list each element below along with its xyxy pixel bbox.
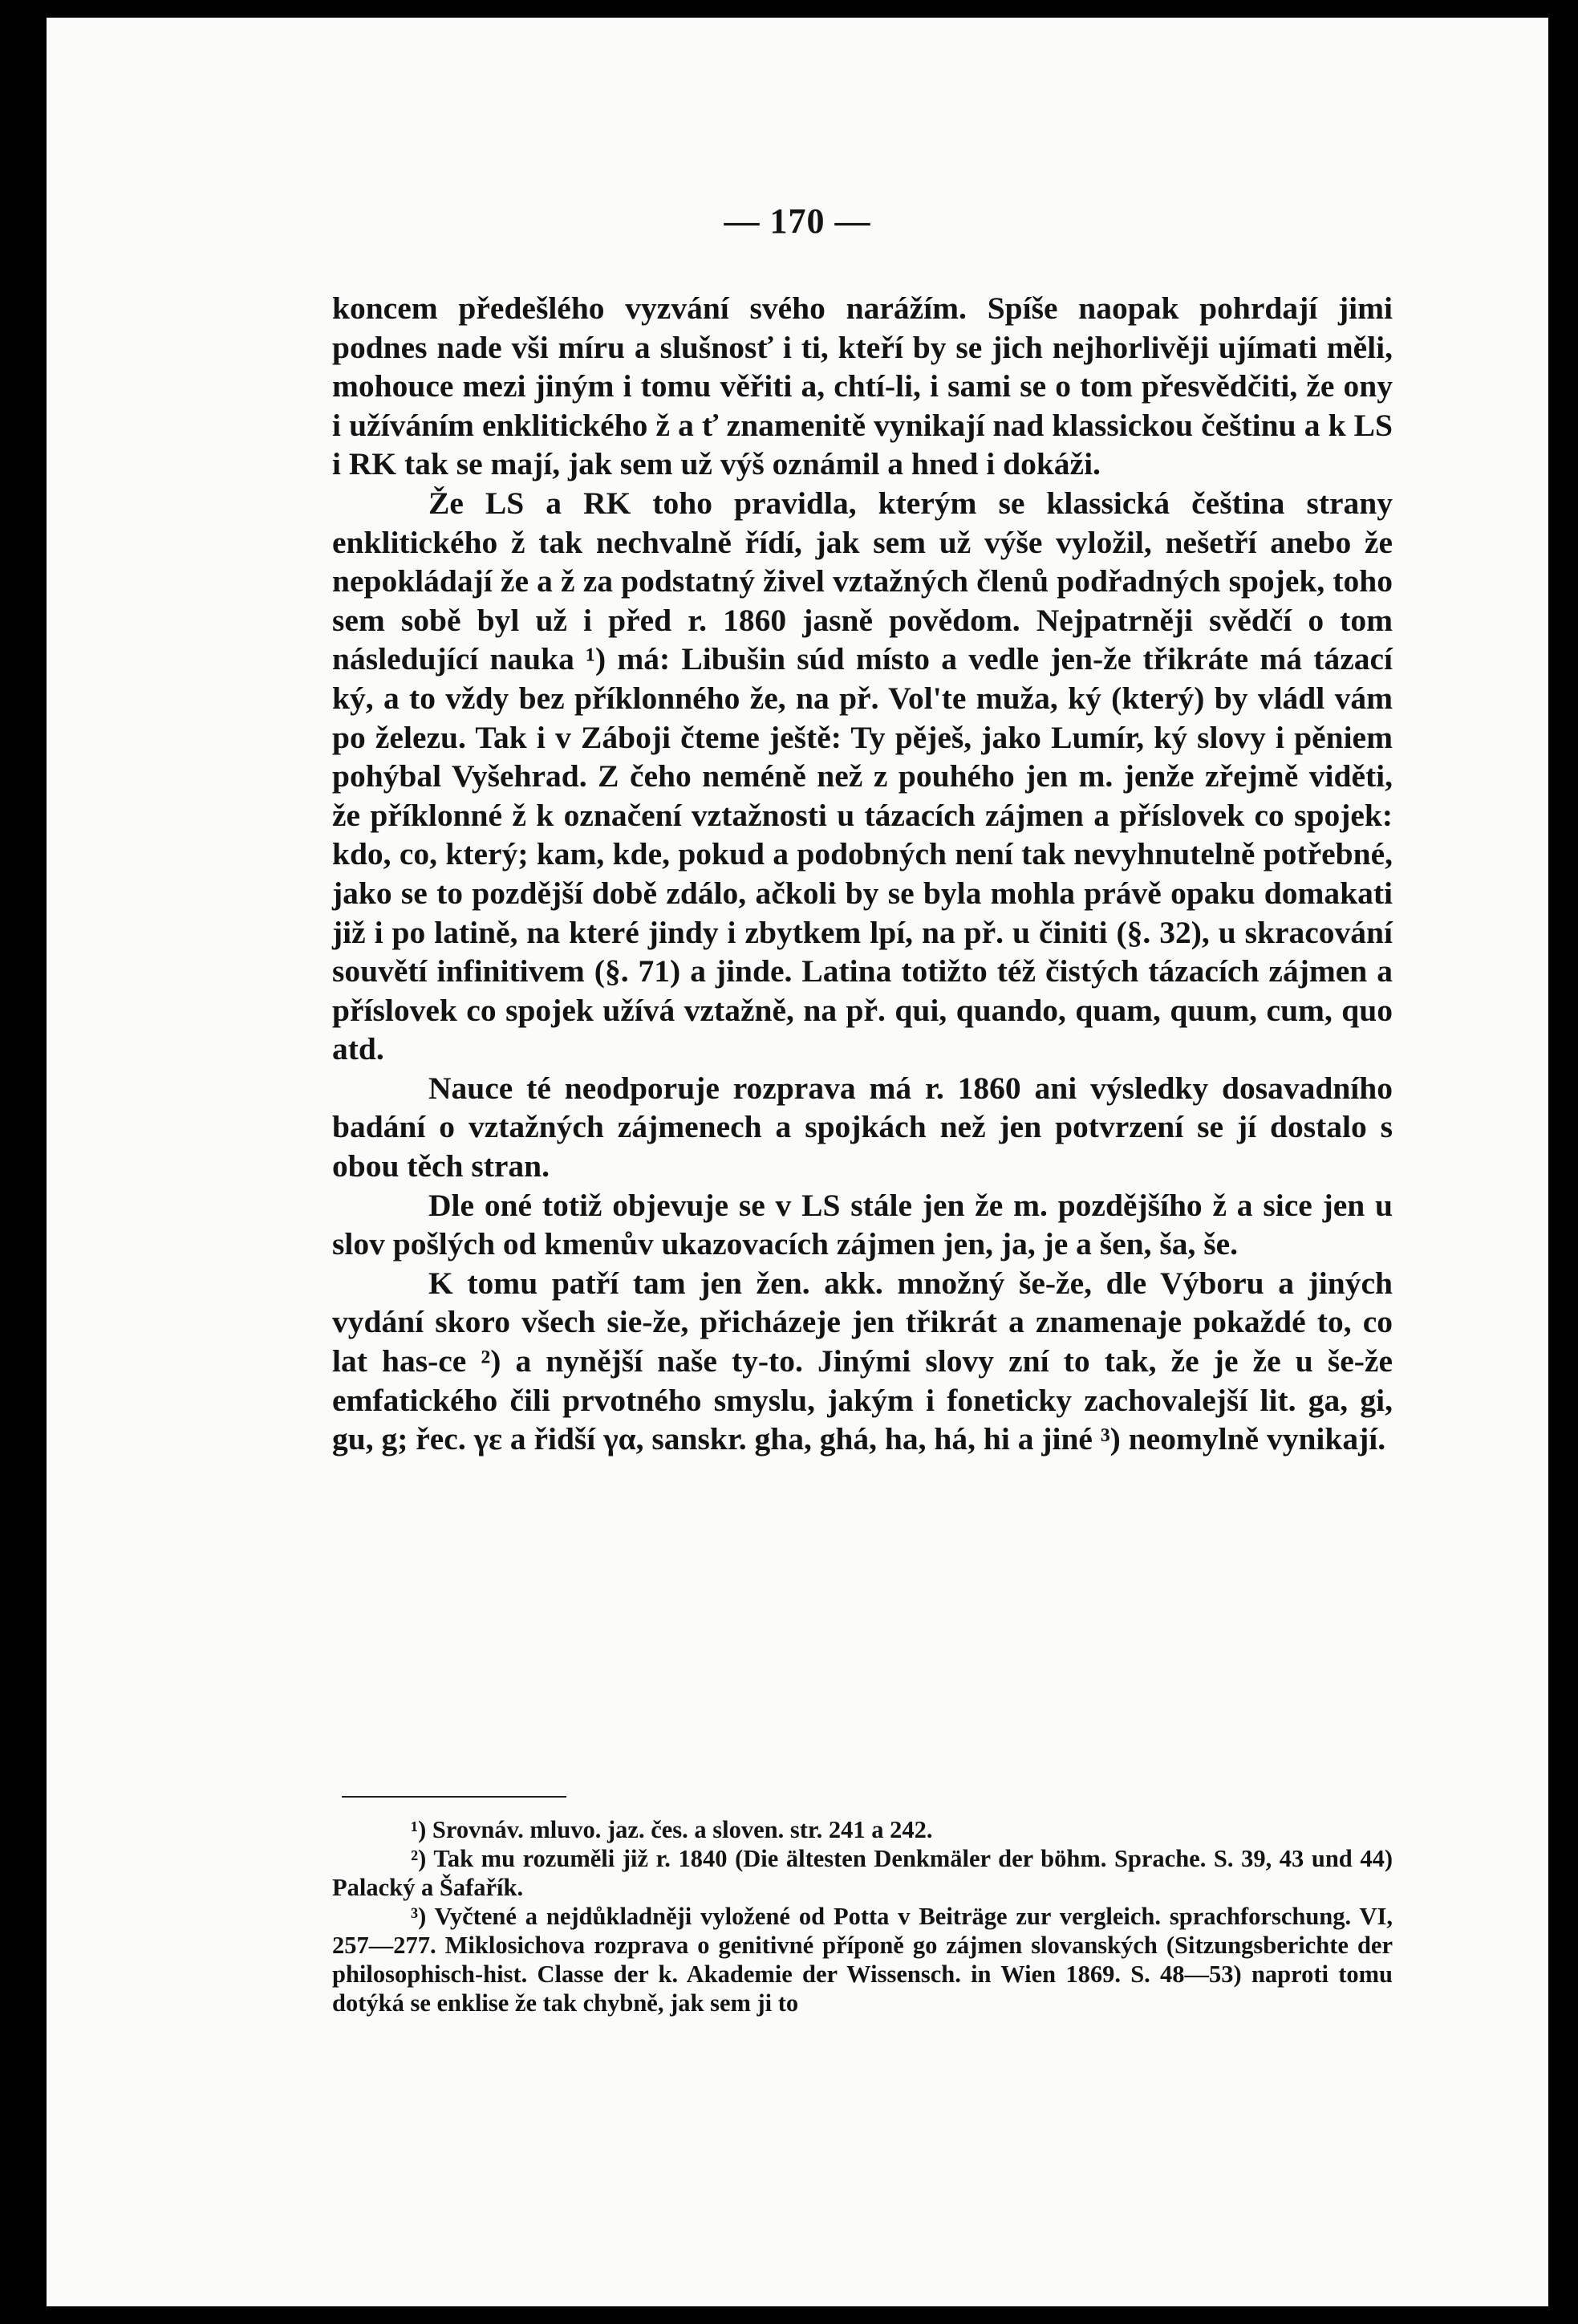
paragraph: Nauce té neodporuje rozprava má r. 1860 ani výsledky dosavadního badání o vztažných zájmenech a spojkách než jen potvrzení se jí dostalo s obou těch stran. [332,1070,1393,1184]
paragraph: Dle oné totiž objevuje se v LS stále jen že m. pozdějšího ž a sice jen u slov pošlých od kmenův ukazovacích zájmen jen, ja, je a šen, ša, še. [332,1187,1393,1262]
paragraph: K tomu patří tam jen žen. akk. množný še-že, dle Výboru a jiných vydání skoro všech sie-že, přicházeje jen třikrát a znamenaje pokaždé to, co lat has-ce ²) a nynější naše ty-to. Jinými slovy zní to tak, že je že u še-že emfatického čili prvotného smyslu, jakým i foneticky zachovalejší lit. ga, gi, gu, g; řec. γε a řidší γα, sanskr. gha, ghá, ha, há, hi a jiné ³) neomylně vynikají. [332,1265,1393,1457]
page-number: — 170 — [724,201,871,241]
footnote-divider [342,1796,566,1798]
paragraph: koncem předešlého vyzvání svého narážím. Spíše naopak pohrdají jimi podnes nade vši míru a slušnosť i ti, kteří by se jich nejhorlivěji ujímati měli, mohouce mezi jiným i tomu věřiti a, chtí-li, i sami se o tom přesvědčiti, že ony i užíváním enklitického ž a ť znamenitě vynikají nad klassickou češtinu a k LS i RK tak se mají, jak sem už výš oznámil a hned i dokáži. [332,290,1393,482]
footnote: ³) Vyčtené a nejdůkladněji vyložené od Potta v Beiträge zur vergleich. sprachforschung. VI, 257—277. Miklosichova rozprava o genitivné příponě go zájmen slovanských (Sitzungsberichte der philosophisch-hist. Classe der k. Akademie der Wissensch. in Wien 1869. S. 48—53) naproti tomu dotýká se enklise že tak chybně, jak sem ji to [332,1903,1393,2017]
main-text [332,289,1393,1459]
footnotes [332,1815,1393,2017]
book-page [47,18,1548,2306]
paragraph: Že LS a RK toho pravidla, kterým se klassická čeština strany enklitického ž tak nechvalně řídí, jak sem už výše vyložil, nešetří anebo že nepokládají že a ž za podstatný živel vztažných členů podřadných spojek, toho sem sobě byl už i před r. 1860 jasně povědom. Nejpatrněji svědčí o tom následující nauka ¹) má: Libušin súd místo a vedle jen-že třikráte má tázací ký, a to vždy bez příklonného že, na př. Vol'te muža, ký (který) by vládl vám po železu. Tak i v Záboji čteme ještě: Ty pěješ, jako Lumír, ký slovy i pěniem pohýbal Vyšehrad. Z čeho neméně než z pouhého jen m. jenže zřejmě viděti, že příklonné ž k označení vztažnosti u tázacích zájmen a příslovek co spojek: kdo, co, který; kam, kde, pokud a podobných není tak nevyhnutelně potřebné, jako se to pozdější době zdálo, ačkoli by se byla mohla právě opaku domakati již i po latině, na které jindy i zbytkem lpí, na př. u činiti (§. 32), u skracování souvětí infinitivem (§. 71) a jinde. Latina totižto též čistých tázacích zájmen a příslovek co spojek užívá vztažně, na př. qui, quando, quam, quum, cum, quo atd. [332,485,1393,1067]
footnote: ¹) Srovnáv. mluvo. jaz. čes. a sloven. str. 241 a 242. [411,1816,933,1843]
footnote: ²) Tak mu rozuměli již r. 1840 (Die ältesten Denkmäler der böhm. Sprache. S. 39, 43 und 44) Palacký a Šafařík. [332,1845,1393,1901]
